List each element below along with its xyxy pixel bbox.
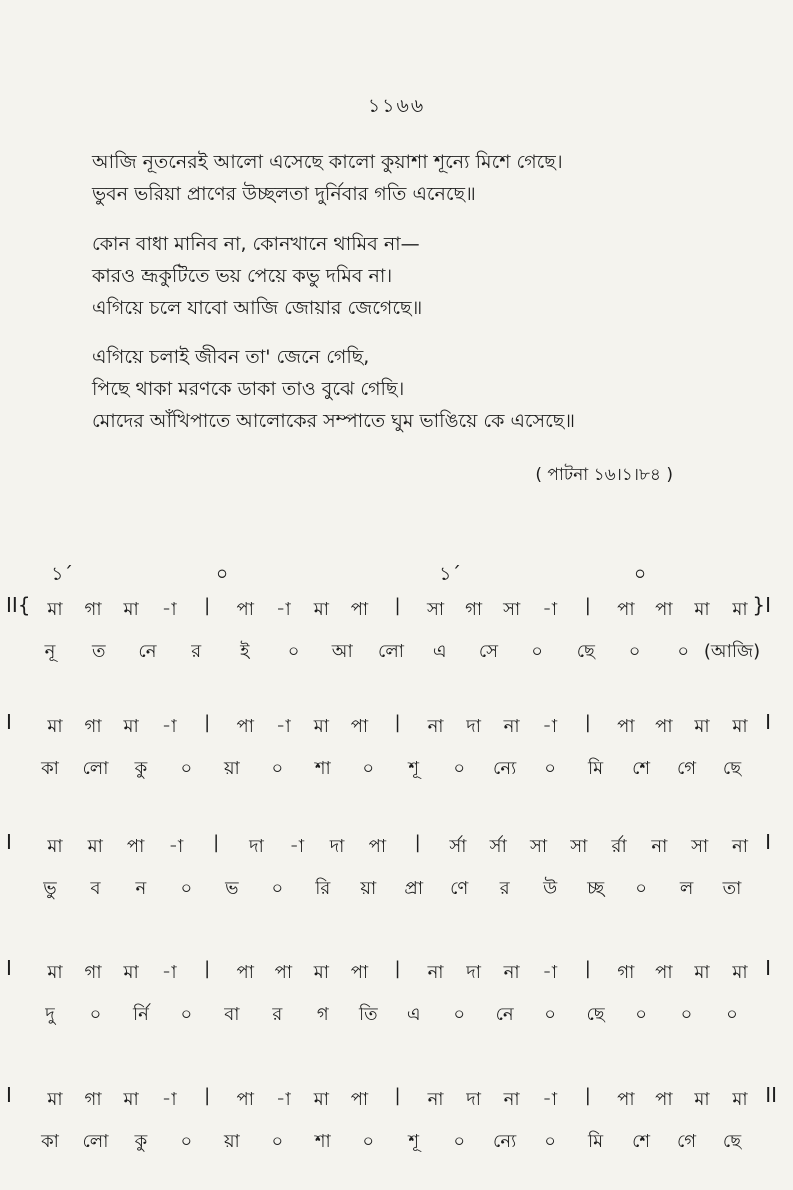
swara-note: গা <box>84 962 102 983</box>
lyric-syllable: শা <box>314 758 331 779</box>
lyric-syllable: নে <box>138 641 157 662</box>
poem-line: মোদের আঁখিপাতে আলোকের সম্পাতে ঘুম ভাঙিয়ে কে এসেছে॥ <box>92 410 575 432</box>
swara-note: পা <box>236 716 254 737</box>
measure-bar: | <box>204 1085 211 1106</box>
swara-note: মা <box>694 962 710 983</box>
lyric-syllable: ন্যে <box>493 1131 517 1152</box>
lyric-syllable: য়া <box>360 878 377 899</box>
swara-note: -া <box>542 599 558 620</box>
lyric-syllable: ণে <box>450 878 469 899</box>
swara-note: -া <box>542 962 558 983</box>
lyric-syllable: ০ <box>544 1131 556 1152</box>
lyric-syllable: লো <box>82 1131 109 1152</box>
swara-note: র্সা <box>489 836 507 857</box>
row-end-bar: II <box>765 1083 777 1107</box>
swara-note: পা <box>655 599 673 620</box>
lyric-syllable: এ <box>406 1004 421 1025</box>
lyric-syllable: ছে <box>586 1004 605 1025</box>
lyric-syllable: কা <box>41 758 59 779</box>
swara-note: পা <box>350 716 369 737</box>
swara-note: মা <box>313 962 329 983</box>
swara-note: -া <box>161 962 177 983</box>
swara-note: -া <box>289 836 305 857</box>
swara-note: মা <box>47 599 63 620</box>
row-end-bar: I <box>765 710 771 734</box>
swara-note: দা <box>329 836 345 857</box>
measure-bar: | <box>204 595 211 616</box>
swara-note: সা <box>503 599 521 620</box>
lyric-syllable: প্রা <box>404 878 424 899</box>
swara-note: পা <box>655 962 673 983</box>
lyric-syllable: ব <box>90 878 101 899</box>
swara-note: মা <box>123 1089 139 1110</box>
lyric-syllable: ভ <box>225 878 239 899</box>
row-start-bar: I <box>6 830 12 854</box>
lyric-syllable: কু <box>134 1131 148 1152</box>
page-number: ১১৬৬ <box>367 95 426 117</box>
lyric-syllable: আ <box>331 641 353 662</box>
swara-note: মা <box>47 1089 63 1110</box>
swara-note: মা <box>123 599 139 620</box>
swara-note: মা <box>47 962 63 983</box>
lyric-syllable: শা <box>314 1131 331 1152</box>
swara-note: না <box>651 836 668 857</box>
lyric-syllable: লো <box>82 758 109 779</box>
poem-line: এগিয়ে চলে যাবো আজি জোয়ার জেগেছে॥ <box>92 297 423 319</box>
dateline: ( পাটনা ১৬।১।৮৪ ) <box>535 465 673 485</box>
swara-note: পা <box>350 1089 369 1110</box>
lyric-syllable: ০ <box>726 1004 738 1025</box>
swara-note: মা <box>47 716 63 737</box>
swara-note: না <box>503 962 520 983</box>
swara-note: পা <box>350 599 369 620</box>
swara-note: -া <box>275 716 291 737</box>
lyric-syllable: ল <box>679 878 694 899</box>
lyric-syllable: ০ <box>180 1004 193 1025</box>
swara-note: -া <box>275 599 291 620</box>
lyric-syllable: শে <box>632 758 651 779</box>
swara-note: পা <box>274 962 293 983</box>
swara-note: দা <box>466 1089 481 1110</box>
swara-note: সা <box>691 836 709 857</box>
swara-note: -া <box>542 716 558 737</box>
lyric-syllable: মি <box>588 1131 604 1152</box>
swara-note: পা <box>236 1089 254 1110</box>
lyric-syllable: ০ <box>677 641 690 662</box>
swara-note: মা <box>732 962 748 983</box>
lyric-syllable: চ্ছ <box>587 878 605 899</box>
swara-note: না <box>427 716 444 737</box>
lyric-syllable: ০ <box>635 1004 647 1025</box>
lyric-syllable: ০ <box>628 641 641 662</box>
measure-bar: | <box>204 712 211 733</box>
lyric-syllable: ০ <box>544 758 556 779</box>
swara-note: মা <box>694 716 710 737</box>
swara-note: গা <box>84 1089 102 1110</box>
swara-note: -া <box>161 1089 177 1110</box>
swara-note: সা <box>529 836 548 857</box>
swara-note: মা <box>732 716 748 737</box>
lyric-syllable: ০ <box>680 1004 693 1025</box>
lyric-syllable: ০ <box>453 758 466 779</box>
swara-note: দা <box>249 836 264 857</box>
lyric-syllable: ০ <box>287 641 300 662</box>
swara-note: পা <box>617 716 635 737</box>
swara-note: মা <box>694 599 710 620</box>
lyric-syllable: নূ <box>44 641 56 662</box>
lyric-syllable: ০ <box>362 758 375 779</box>
swara-note: পা <box>655 716 673 737</box>
measure-bar: | <box>213 832 220 853</box>
row-start-bar: I <box>6 1083 12 1107</box>
poem-line: কোন বাধা মানিব না, কোনখানে থামিব না— <box>92 233 420 255</box>
lyric-syllable: ০ <box>89 1004 102 1025</box>
measure-bar: | <box>394 1085 401 1106</box>
swara-note: না <box>427 962 444 983</box>
beat-mark: ০ <box>633 563 647 585</box>
lyric-syllable: য়া <box>223 758 240 779</box>
swara-note: সা <box>426 599 445 620</box>
lyric-syllable: শূ <box>408 1131 420 1152</box>
lyric-syllable: সে <box>478 641 499 662</box>
lyric-syllable: গ <box>316 1004 329 1025</box>
lyric-syllable: র <box>272 1004 283 1025</box>
lyric-syllable: র্নি <box>132 1004 149 1025</box>
swara-note: না <box>503 1089 520 1110</box>
lyric-syllable: রি <box>315 878 331 899</box>
lyric-syllable: ত <box>91 641 106 662</box>
swara-note: মা <box>694 1089 710 1110</box>
lyric-syllable: ০ <box>271 758 284 779</box>
swara-note: গা <box>84 716 102 737</box>
lyric-syllable: গে <box>676 758 697 779</box>
swara-note: না <box>427 1089 444 1110</box>
row-end-bar: I <box>765 830 771 854</box>
swara-note: -া <box>168 836 184 857</box>
lyric-syllable: ছে <box>722 758 742 779</box>
beat-mark: ১´ <box>51 563 73 585</box>
lyric-syllable: ০ <box>531 641 543 662</box>
lyric-syllable: কা <box>41 1131 59 1152</box>
lyric-syllable: র <box>191 641 202 662</box>
swara-note: গা <box>84 599 102 620</box>
swara-note: মা <box>313 599 329 620</box>
swara-note: র্সা <box>449 836 467 857</box>
row-start-bar: II{ <box>6 593 31 617</box>
measure-bar: | <box>394 712 401 733</box>
lyric-syllable: নে <box>495 1004 514 1025</box>
measure-bar: | <box>584 958 591 979</box>
swara-note: মা <box>87 836 103 857</box>
measure-bar: | <box>414 832 421 853</box>
lyric-syllable: শূ <box>408 758 420 779</box>
poem-line: কারও ভ্রূকুটিতে ভয় পেয়ে কভু দমিব না। <box>92 265 393 287</box>
lyric-syllable: শে <box>632 1131 651 1152</box>
lyric-syllable: লো <box>378 641 404 662</box>
swara-note: মা <box>732 599 748 620</box>
swara-note: সা <box>570 836 588 857</box>
swara-note: মা <box>47 836 63 857</box>
row-start-bar: I <box>6 956 12 980</box>
swara-note: মা <box>313 716 329 737</box>
lyric-syllable: ০ <box>453 1004 466 1025</box>
swara-note: মা <box>313 1089 329 1110</box>
swara-note: পা <box>368 836 387 857</box>
lyric-syllable: ছে <box>576 641 595 662</box>
measure-bar: | <box>394 595 401 616</box>
swara-note: গা <box>465 599 483 620</box>
swara-note: মা <box>123 716 139 737</box>
lyric-syllable: ০ <box>180 878 193 899</box>
swara-note: পা <box>655 1089 673 1110</box>
lyric-syllable: বা <box>224 1004 240 1025</box>
poem-line: পিছে থাকা মরণকে ডাকা তাও বুঝে গেছি। <box>92 378 405 400</box>
lyric-syllable: ছে <box>722 1131 742 1152</box>
lyric-syllable: ই <box>240 641 250 662</box>
poem-line: ভুবন ভরিয়া প্রাণের উচ্ছলতা দুর্নিবার গতি এনেছে॥ <box>92 183 476 205</box>
beat-mark: ০ <box>215 563 229 585</box>
lyric-syllable: গে <box>676 1131 697 1152</box>
lyric-syllable: ভু <box>43 878 57 899</box>
measure-bar: | <box>584 712 591 733</box>
measure-bar: | <box>204 958 211 979</box>
swara-note: পা <box>126 836 145 857</box>
measure-bar: | <box>394 958 401 979</box>
lyric-syllable: য়া <box>223 1131 240 1152</box>
swara-note: দা <box>466 716 481 737</box>
swara-note: -া <box>275 1089 291 1110</box>
lyric-syllable: ০ <box>271 1131 284 1152</box>
lyric-syllable: ন্যে <box>493 758 517 779</box>
swara-note: না <box>732 836 748 857</box>
measure-bar: | <box>584 1085 591 1106</box>
lyric-syllable: তা <box>722 878 742 899</box>
swara-note: -া <box>542 1089 558 1110</box>
swara-note: পা <box>617 1089 635 1110</box>
lyric-syllable: ০ <box>271 878 284 899</box>
poem-line: এগিয়ে চলাই জীবন তা' জেনে গেছি, <box>92 346 370 368</box>
beat-mark: ১´ <box>439 563 461 585</box>
lyric-syllable: কু <box>134 758 148 779</box>
swara-note: গা <box>617 962 635 983</box>
lyric-syllable: ০ <box>453 1131 466 1152</box>
row-end-bar: }I <box>752 593 771 617</box>
row-end-bar: I <box>765 956 771 980</box>
lyric-syllable: এ <box>432 641 447 662</box>
swara-note: মা <box>123 962 139 983</box>
swara-note: পা <box>236 962 254 983</box>
swara-note: -া <box>161 599 177 620</box>
lyric-syllable: ০ <box>362 1131 375 1152</box>
swara-note: না <box>503 716 520 737</box>
lyric-syllable: ন <box>135 878 147 899</box>
lyric-syllable: ০ <box>544 1004 556 1025</box>
swara-note: মা <box>732 1089 748 1110</box>
measure-bar: | <box>584 595 591 616</box>
swara-note: পা <box>617 599 635 620</box>
swara-note: দা <box>466 962 481 983</box>
lyric-syllable: মি <box>588 758 604 779</box>
swara-note: পা <box>236 599 254 620</box>
swara-note: র্রা <box>611 836 627 857</box>
lyric-syllable: ০ <box>180 1131 193 1152</box>
lyric-syllable: ০ <box>635 878 647 899</box>
lyric-syllable: (আজি) <box>703 641 761 662</box>
swara-note: পা <box>350 962 369 983</box>
lyric-syllable: ০ <box>180 758 193 779</box>
swara-note: -া <box>161 716 177 737</box>
lyric-syllable: তি <box>358 1004 378 1025</box>
lyric-syllable: উ <box>543 878 558 899</box>
row-start-bar: I <box>6 710 12 734</box>
lyric-syllable: র <box>499 878 510 899</box>
poem-line: আজি নূতনেরই আলো এসেছে কালো কুয়াশা শূন্যে মিশে গেছে। <box>92 151 563 173</box>
lyric-syllable: দু <box>45 1004 55 1025</box>
